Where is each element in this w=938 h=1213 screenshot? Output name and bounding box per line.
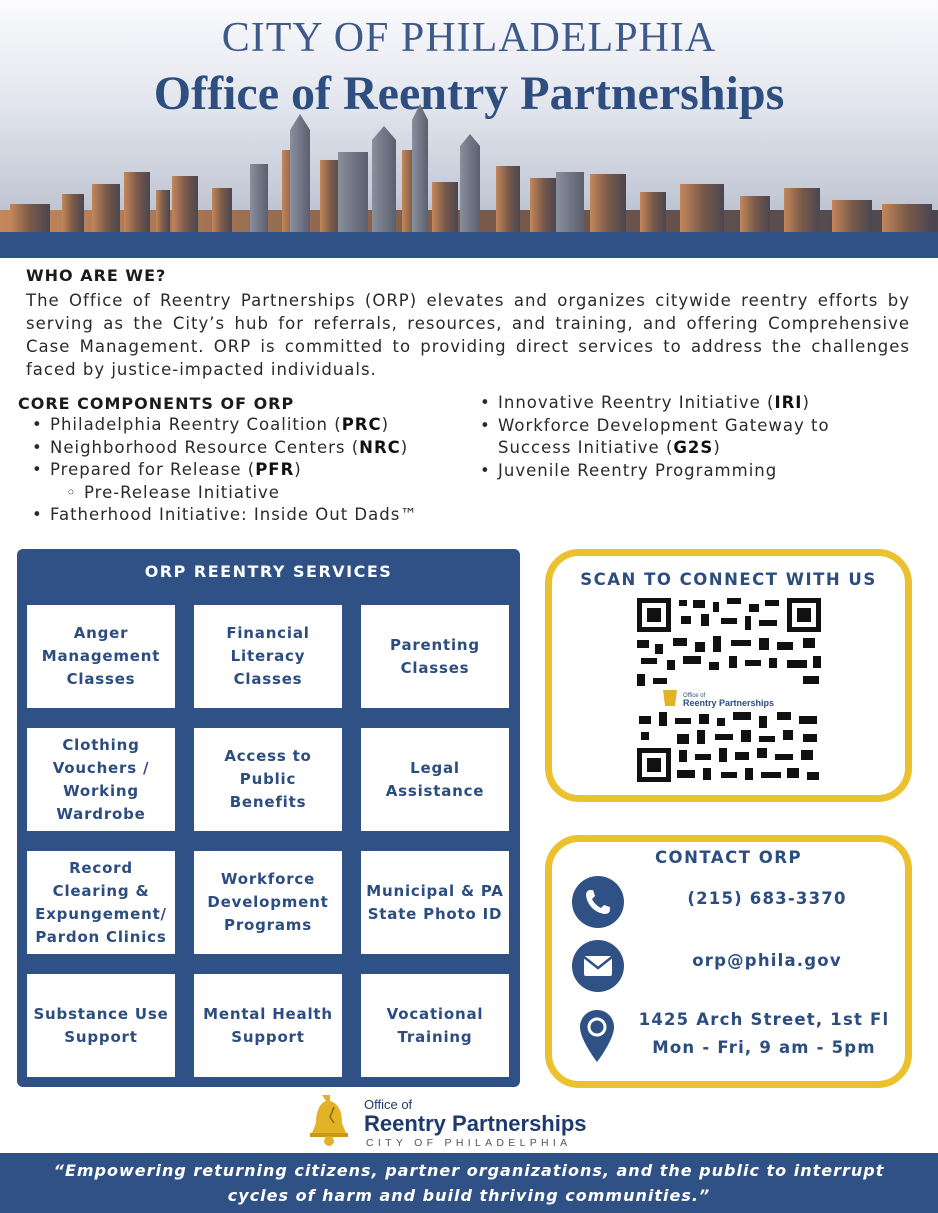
core-list-left bbox=[28, 414, 478, 527]
header-band bbox=[0, 232, 938, 258]
scan-title: SCAN TO CONNECT WITH US bbox=[580, 570, 877, 589]
qr-code[interactable] bbox=[637, 598, 821, 782]
office-title: Office of Reentry Partnerships bbox=[153, 67, 785, 120]
service-tile bbox=[361, 851, 509, 954]
contact-hours: Mon - Fri, 9 am - 5pm bbox=[652, 1038, 876, 1057]
contact-title: CONTACT ORP bbox=[654, 848, 803, 867]
header-banner bbox=[0, 0, 938, 258]
logo-top: Office of bbox=[364, 1097, 413, 1112]
service-label: Legal Assistance bbox=[385, 758, 485, 800]
service-label: Municipal & PA State Photo ID bbox=[366, 881, 504, 923]
service-tile bbox=[194, 974, 342, 1077]
service-tile bbox=[27, 851, 175, 954]
core-list-right bbox=[476, 392, 916, 482]
service-tile bbox=[27, 728, 175, 831]
phone-icon bbox=[572, 876, 624, 928]
service-label: Mental Health Support bbox=[203, 1004, 333, 1046]
logo-city: CITY OF PHILADELPHIA bbox=[366, 1137, 572, 1149]
service-label: Substance Use Support bbox=[33, 1004, 169, 1046]
liberty-bell-icon bbox=[663, 690, 677, 706]
location-pin-icon bbox=[578, 1008, 616, 1064]
email-icon bbox=[572, 940, 624, 992]
service-label: Access to Public Benefits bbox=[224, 747, 312, 811]
list-item: • Philadelphia Reentry Coalition (PRC) bbox=[28, 414, 478, 437]
service-tile bbox=[27, 974, 175, 1077]
list-item: • Fatherhood Initiative: Inside Out Dads™ bbox=[28, 504, 478, 527]
who-body-text: The Office of Reentry Partnerships (ORP) elevates and organizes citywide reentry efforts by serving as the City’s hub for referrals, resources, and training, and offering Comprehensive Case Management. ORP is committed to providing direct services to address the challenges faced by justice-impacted individuals. bbox=[26, 291, 910, 379]
city-title: CITY OF PHILADELPHIA bbox=[221, 15, 717, 61]
service-label: Vocational Training bbox=[386, 1004, 484, 1046]
qr-logo-top: Office of bbox=[683, 693, 706, 699]
footer-line: “Empowering returning citizens, partner organizations, and the public to interrupt bbox=[53, 1161, 885, 1180]
liberty-bell-icon bbox=[304, 1093, 356, 1149]
list-item: • Prepared for Release (PFR) bbox=[28, 459, 478, 482]
service-label: Financial Literacy Classes bbox=[226, 624, 310, 688]
service-tile bbox=[194, 605, 342, 708]
service-tile bbox=[27, 605, 175, 708]
contact-email[interactable]: orp@phila.gov bbox=[692, 951, 842, 970]
list-item: • Workforce Development Gateway to Success Initiative (G2S) bbox=[476, 415, 916, 460]
service-tile bbox=[194, 851, 342, 954]
orp-logo bbox=[298, 1089, 658, 1153]
service-tile bbox=[194, 728, 342, 831]
service-tile bbox=[361, 605, 509, 708]
service-tile bbox=[361, 728, 509, 831]
core-heading: CORE COMPONENTS OF ORP bbox=[18, 394, 295, 413]
service-label: Anger Management Classes bbox=[41, 624, 161, 688]
logo-name: Reentry Partnerships bbox=[364, 1111, 587, 1136]
list-item: • Neighborhood Resource Centers (NRC) bbox=[28, 437, 478, 460]
qr-logo-name: Reentry Partnerships bbox=[683, 698, 775, 708]
contact-phone[interactable]: (215) 683-3370 bbox=[687, 889, 847, 908]
service-label: Record Clearing & Expungement/ Pardon Clinics bbox=[35, 858, 167, 946]
service-label: Clothing Vouchers / Working Wardrobe bbox=[52, 735, 150, 823]
list-item: • Juvenile Reentry Programming bbox=[476, 460, 916, 483]
service-label: Parenting Classes bbox=[390, 635, 480, 677]
who-heading: WHO ARE WE? bbox=[26, 266, 167, 285]
services-title: ORP REENTRY SERVICES bbox=[144, 562, 393, 581]
footer-line: cycles of harm and build thriving communities.” bbox=[227, 1186, 711, 1205]
list-item: • Innovative Reentry Initiative (IRI) bbox=[476, 392, 916, 415]
service-label: Workforce Development Programs bbox=[207, 870, 329, 934]
service-tile bbox=[361, 974, 509, 1077]
contact-address: 1425 Arch Street, 1st Fl bbox=[638, 1010, 890, 1029]
list-subitem: ◦ Pre-Release Initiative bbox=[28, 482, 478, 505]
footer-quote bbox=[30, 1158, 908, 1208]
